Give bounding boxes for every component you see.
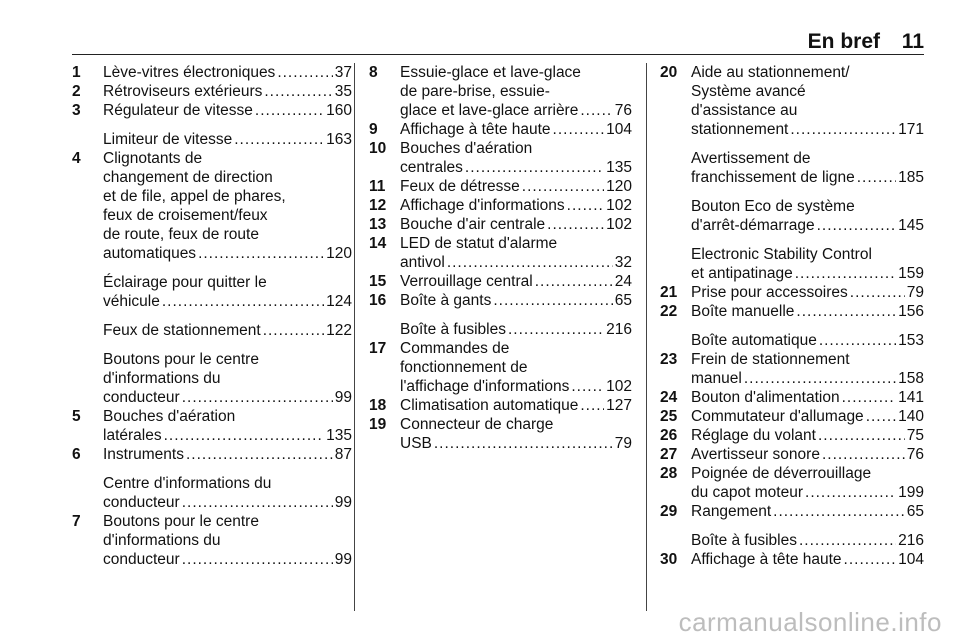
- item-label: d'arrêt-démarrage: [691, 217, 815, 234]
- item-number: [72, 474, 103, 512]
- item-label: Electronic Stability Control: [691, 246, 872, 263]
- item-label: Climatisation automatique: [400, 397, 579, 414]
- index-entry: [72, 407, 352, 445]
- page-reference: 99: [334, 389, 352, 406]
- item-label: Affichage à tête haute: [691, 551, 842, 568]
- item-label: Bouches d'aération: [103, 408, 236, 425]
- item-label: Feux de détresse: [400, 178, 520, 195]
- item-label: Bouches d'aération: [400, 140, 533, 157]
- item-label: Régulateur de vitesse: [103, 102, 253, 119]
- item-label: d'assistance au: [691, 102, 798, 119]
- item-label: et de file, appel de phares,: [103, 188, 286, 205]
- item-number: 1: [72, 64, 81, 81]
- item-number: 26: [660, 427, 678, 444]
- item-label: Réglage du volant: [691, 427, 816, 444]
- leader-dots: [773, 502, 905, 521]
- item-label: Boîte automatique: [691, 332, 817, 349]
- item-label: conducteur: [103, 389, 180, 406]
- index-entry: [72, 474, 352, 512]
- index-entry: [369, 320, 632, 339]
- leader-dots: [553, 120, 605, 139]
- page-reference: 65: [614, 292, 632, 309]
- item-label: Limiteur de vitesse: [103, 131, 233, 148]
- leader-dots: [866, 407, 896, 426]
- page-reference: 199: [898, 484, 924, 501]
- page-reference: 79: [906, 284, 924, 301]
- item-label: Boutons pour le centre: [103, 351, 259, 368]
- leader-dots: [580, 396, 604, 415]
- leader-dots: [263, 321, 324, 340]
- index-entry: [369, 234, 632, 272]
- index-entry: [369, 177, 632, 196]
- item-number: 25: [660, 408, 678, 425]
- index-entry: [72, 350, 352, 407]
- item-number: [72, 350, 103, 407]
- index-entry: [369, 139, 632, 177]
- page-reference: 156: [898, 303, 924, 320]
- index-entry: [369, 396, 632, 415]
- page-reference: 163: [326, 131, 352, 148]
- item-label: stationnement: [691, 121, 789, 138]
- item-label: d'informations du: [103, 532, 221, 549]
- leader-dots: [547, 215, 604, 234]
- leader-dots: [535, 272, 613, 291]
- leader-dots: [255, 101, 324, 120]
- index-entry: [660, 464, 924, 502]
- item-label: centrales: [400, 159, 463, 176]
- page-reference: 102: [606, 216, 632, 233]
- watermark: carmanualsonline.info: [678, 607, 942, 637]
- page-reference: 122: [326, 322, 352, 339]
- leader-dots: [264, 82, 332, 101]
- page-reference: 185: [898, 169, 924, 186]
- leader-dots: [819, 331, 896, 350]
- item-label: Bouche d'air centrale: [400, 216, 546, 233]
- page-reference: 87: [334, 446, 352, 463]
- item-number: 11: [369, 178, 386, 195]
- page-reference: 140: [898, 408, 924, 425]
- index-entry: [72, 149, 352, 263]
- item-label: de pare-brise, essuie-: [400, 83, 550, 100]
- leader-dots: [186, 445, 333, 464]
- item-number: 23: [660, 351, 678, 368]
- item-label: manuel: [691, 370, 742, 387]
- page-header: [0, 30, 960, 52]
- index-entry: [660, 445, 924, 464]
- item-label: Éclairage pour quitter le: [103, 274, 267, 291]
- page-reference: 65: [906, 503, 924, 520]
- item-label: véhicule: [103, 293, 160, 310]
- item-number: 29: [660, 503, 678, 520]
- item-label: Système avancé: [691, 83, 806, 100]
- page-reference: 76: [906, 446, 924, 463]
- item-number: [660, 531, 691, 550]
- leader-dots: [522, 177, 604, 196]
- item-number: 9: [369, 121, 378, 138]
- item-label: d'informations du: [103, 370, 221, 387]
- item-number: [369, 320, 400, 339]
- item-label: Commandes de: [400, 340, 510, 357]
- leader-dots: [842, 388, 897, 407]
- page-reference: 158: [898, 370, 924, 387]
- item-label: Prise pour accessoires: [691, 284, 848, 301]
- item-label: franchissement de ligne: [691, 169, 855, 186]
- item-label: Affichage d'informations: [400, 197, 565, 214]
- item-label: Rétroviseurs extérieurs: [103, 83, 263, 100]
- item-label: Boîte à gants: [400, 292, 492, 309]
- item-label: LED de statut d'alarme: [400, 235, 558, 252]
- index-entry: [660, 149, 924, 187]
- item-label: Poignée de déverrouillage: [691, 465, 872, 482]
- page-reference: 135: [606, 159, 632, 176]
- item-label: antivol: [400, 254, 445, 271]
- leader-dots: [162, 292, 324, 311]
- item-label: feux de croisement/feux: [103, 207, 268, 224]
- item-number: 13: [369, 216, 387, 233]
- item-label: conducteur: [103, 551, 180, 568]
- page-reference: 160: [326, 102, 352, 119]
- page-reference: 120: [326, 245, 352, 262]
- leader-dots: [164, 426, 325, 445]
- item-number: 6: [72, 446, 81, 463]
- item-label: fonctionnement de: [400, 359, 528, 376]
- index-entry: [369, 120, 632, 139]
- leader-dots: [857, 168, 896, 187]
- page-reference: 99: [334, 551, 352, 568]
- item-label: Connecteur de charge: [400, 416, 554, 433]
- item-number: [72, 321, 103, 340]
- item-number: 7: [72, 513, 81, 530]
- item-label: Avertissement de: [691, 150, 811, 167]
- item-label: Affichage à tête haute: [400, 121, 551, 138]
- item-label: Lève-vitres électroniques: [103, 64, 276, 81]
- column-divider: [646, 63, 647, 611]
- item-label: latérales: [103, 427, 162, 444]
- leader-dots: [844, 550, 897, 569]
- item-label: Centre d'informations du: [103, 475, 272, 492]
- item-label: Instruments: [103, 446, 184, 463]
- index-entry: [660, 426, 924, 445]
- item-number: 10: [369, 140, 387, 157]
- page-reference: 141: [898, 389, 924, 406]
- item-label: Boîte manuelle: [691, 303, 795, 320]
- page-reference: 32: [614, 254, 632, 271]
- page-reference: 159: [898, 265, 924, 282]
- index-entry: [369, 291, 632, 310]
- item-label: conducteur: [103, 494, 180, 511]
- item-label: Boîte à fusibles: [400, 321, 506, 338]
- page-reference: 99: [334, 494, 352, 511]
- index-entry: [369, 215, 632, 234]
- item-label: Frein de stationnement: [691, 351, 850, 368]
- leader-dots: [580, 101, 612, 120]
- page-reference: 145: [898, 217, 924, 234]
- page-reference: 24: [614, 273, 632, 290]
- item-number: 14: [369, 235, 387, 252]
- item-label: Bouton Eco de système: [691, 198, 855, 215]
- leader-dots: [567, 196, 604, 215]
- page-reference: 37: [334, 64, 352, 81]
- item-label: Avertisseur sonore: [691, 446, 820, 463]
- page-reference: 76: [614, 102, 632, 119]
- index-entry: [660, 331, 924, 350]
- item-number: [660, 197, 691, 235]
- leader-dots: [447, 253, 613, 272]
- leader-dots: [198, 244, 324, 263]
- index-entry: [660, 245, 924, 283]
- index-entry: [72, 445, 352, 464]
- index-entry: [72, 273, 352, 311]
- leader-dots: [182, 388, 333, 407]
- item-label: changement de direction: [103, 169, 273, 186]
- item-label: Boîte à fusibles: [691, 532, 797, 549]
- item-number: [660, 245, 691, 283]
- item-label: glace et lave-glace arrière: [400, 102, 579, 119]
- leader-dots: [493, 291, 612, 310]
- leader-dots: [790, 120, 896, 139]
- leader-dots: [508, 320, 604, 339]
- index-entry: [72, 101, 352, 120]
- index-entry: [660, 63, 924, 139]
- page-reference: 104: [898, 551, 924, 568]
- item-label: Feux de stationnement: [103, 322, 261, 339]
- item-number: [660, 331, 691, 350]
- index-entry: [660, 531, 924, 550]
- item-number: 28: [660, 465, 678, 482]
- item-label: de route, feux de route: [103, 226, 259, 243]
- item-number: 27: [660, 446, 678, 463]
- leader-dots: [434, 434, 613, 453]
- index-entry: [660, 407, 924, 426]
- item-number: 15: [369, 273, 387, 290]
- item-number: 21: [660, 284, 678, 301]
- index-entry: [660, 283, 924, 302]
- index-entry: [369, 339, 632, 396]
- item-number: 5: [72, 408, 81, 425]
- item-number: [72, 273, 103, 311]
- index-entry: [72, 82, 352, 101]
- index-entry: [72, 512, 352, 569]
- item-label: Aide au stationnement/: [691, 64, 850, 81]
- item-label: Bouton d'alimentation: [691, 389, 840, 406]
- index-entry: [72, 321, 352, 340]
- item-number: 8: [369, 64, 378, 81]
- page-reference: 216: [898, 532, 924, 549]
- leader-dots: [799, 531, 896, 550]
- index-entry: [660, 502, 924, 521]
- header-rule: [72, 54, 924, 55]
- item-label: Boutons pour le centre: [103, 513, 259, 530]
- leader-dots: [744, 369, 896, 388]
- index-entry: [660, 302, 924, 321]
- index-column-3: [660, 63, 924, 569]
- item-number: [72, 130, 103, 149]
- column-divider: [354, 63, 355, 611]
- item-number: 18: [369, 397, 387, 414]
- page-reference: 171: [898, 121, 924, 138]
- item-number: 17: [369, 340, 387, 357]
- item-number: 19: [369, 416, 387, 433]
- page-reference: 35: [334, 83, 352, 100]
- item-label: Verrouillage central: [400, 273, 533, 290]
- item-number: 22: [660, 303, 678, 320]
- index-entry: [660, 197, 924, 235]
- leader-dots: [850, 283, 905, 302]
- item-label: automatiques: [103, 245, 197, 262]
- page-reference: 102: [606, 378, 632, 395]
- item-number: 20: [660, 64, 678, 81]
- item-number: 4: [72, 150, 81, 167]
- leader-dots: [805, 483, 896, 502]
- leader-dots: [818, 426, 905, 445]
- index-entry: [660, 550, 924, 569]
- index-entry: [72, 130, 352, 149]
- page-number: 11: [901, 30, 924, 53]
- page-reference: 104: [606, 121, 632, 138]
- leader-dots: [571, 377, 604, 396]
- page-reference: 79: [614, 435, 632, 452]
- index-entry: [72, 63, 352, 82]
- item-number: 3: [72, 102, 81, 119]
- leader-dots: [817, 216, 897, 235]
- item-label: Commutateur d'allumage: [691, 408, 864, 425]
- page-reference: 216: [606, 321, 632, 338]
- index-entry: [660, 388, 924, 407]
- item-label: et antipatinage: [691, 265, 793, 282]
- item-label: Clignotants de: [103, 150, 203, 167]
- index-entry: [369, 63, 632, 120]
- page-reference: 127: [606, 397, 632, 414]
- leader-dots: [465, 158, 604, 177]
- index-entry: [369, 196, 632, 215]
- index-column-2: [369, 63, 632, 453]
- item-number: 16: [369, 292, 387, 309]
- item-number: 30: [660, 551, 678, 568]
- section-title: En bref: [807, 30, 880, 53]
- index-entry: [369, 272, 632, 291]
- item-number: 2: [72, 83, 81, 100]
- leader-dots: [796, 302, 896, 321]
- item-label: USB: [400, 435, 432, 452]
- page-reference: 135: [326, 427, 352, 444]
- leader-dots: [234, 130, 324, 149]
- item-number: 24: [660, 389, 678, 406]
- leader-dots: [822, 445, 905, 464]
- page-reference: 102: [606, 197, 632, 214]
- leader-dots: [795, 264, 896, 283]
- page-reference: 120: [606, 178, 632, 195]
- page-reference: 153: [898, 332, 924, 349]
- item-label: Essuie-glace et lave-glace: [400, 64, 581, 81]
- page-reference: 124: [326, 293, 352, 310]
- index-entry: [369, 415, 632, 453]
- leader-dots: [182, 550, 333, 569]
- item-number: [660, 149, 691, 187]
- leader-dots: [182, 493, 333, 512]
- item-label: l'affichage d'informations: [400, 378, 570, 395]
- item-number: 12: [369, 197, 387, 214]
- item-label: du capot moteur: [691, 484, 804, 501]
- index-entry: [660, 350, 924, 388]
- page-reference: 75: [906, 427, 924, 444]
- leader-dots: [277, 63, 332, 82]
- index-column-1: [72, 63, 352, 569]
- item-label: Rangement: [691, 503, 772, 520]
